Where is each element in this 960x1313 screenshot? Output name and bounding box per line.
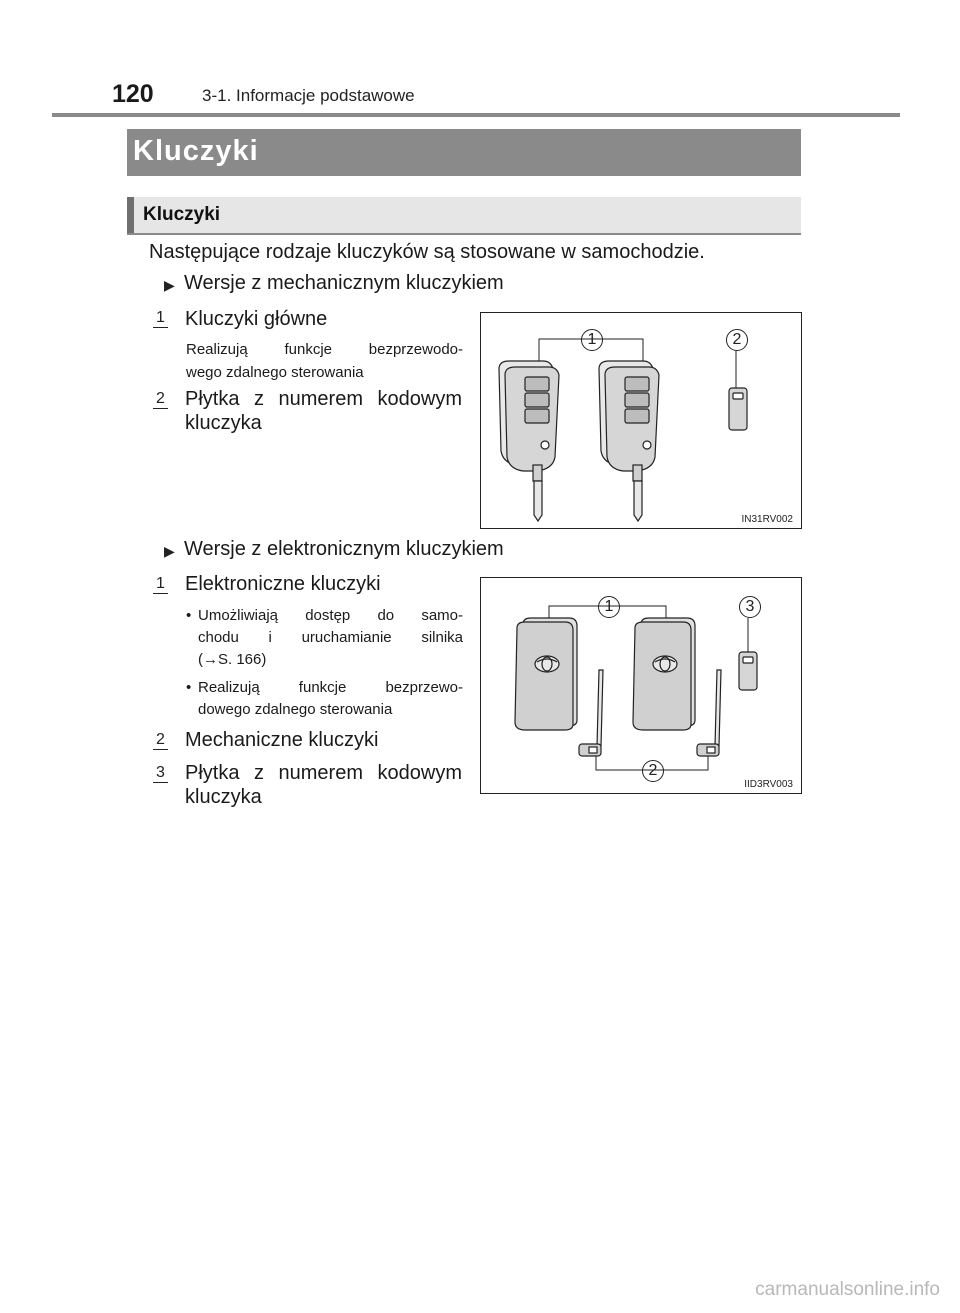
callout-1: 1 bbox=[581, 329, 603, 351]
main-keys-desc-line2: wego zdalnego sterowania bbox=[186, 364, 364, 381]
item-number-2: 2 bbox=[153, 390, 168, 409]
watermark: carmanualsonline.info bbox=[755, 1279, 940, 1300]
electronic-keys-label: Elektroniczne kluczyki bbox=[185, 573, 381, 595]
main-keys-desc-line1: Realizują funkcje bezprzewodo- bbox=[186, 341, 463, 358]
subtitle-bar bbox=[127, 197, 801, 235]
item-number-2: 2 bbox=[153, 731, 168, 750]
item-number-1: 1 bbox=[153, 309, 168, 328]
bullet-marker: • bbox=[186, 679, 192, 696]
item-number-3: 3 bbox=[153, 764, 168, 783]
code-plate-label-line2: kluczyka bbox=[185, 786, 262, 808]
callout-2: 2 bbox=[642, 760, 664, 782]
section-path: 3-1. Informacje podstawowe bbox=[202, 86, 415, 105]
figure-code: IID3RV003 bbox=[744, 779, 793, 790]
subtitle: Kluczyki bbox=[143, 204, 221, 225]
bullet-1-line2: chodu i uruchamianie silnika bbox=[198, 629, 463, 646]
code-plate-label-line2: kluczyka bbox=[185, 412, 262, 434]
bullet-2-line2: dowego zdalnego sterowania bbox=[198, 701, 393, 718]
electronic-heading: Wersje z elektronicznym kluczykiem bbox=[184, 538, 504, 560]
bullet-marker: • bbox=[186, 607, 192, 624]
mechanical-keys-illustration bbox=[481, 313, 801, 528]
subtitle-accent bbox=[127, 197, 134, 233]
code-plate-label-line1: Płytka z numerem kodowym bbox=[185, 388, 462, 410]
triangle-arrow-icon: ▶ bbox=[164, 543, 175, 559]
item-number-1: 1 bbox=[153, 575, 168, 594]
figure-code: IN31RV002 bbox=[741, 514, 793, 525]
bullet-1-line3: (→S. 166) bbox=[198, 651, 267, 668]
callout-2: 2 bbox=[726, 329, 748, 351]
figure-electronic-keys bbox=[480, 577, 802, 794]
page-number: 120 bbox=[112, 80, 154, 108]
page-title: Kluczyki bbox=[133, 135, 259, 167]
bullet-1-line1: Umożliwiają dostęp do samo- bbox=[198, 607, 463, 624]
mechanical-keys-label: Mechaniczne kluczyki bbox=[185, 729, 379, 751]
callout-1: 1 bbox=[598, 596, 620, 618]
title-bar bbox=[127, 129, 801, 176]
intro-text: Następujące rodzaje kluczyków są stosowane w samochodzie. bbox=[149, 241, 705, 263]
bullet-2-line1: Realizują funkcje bezprzewo- bbox=[198, 679, 463, 696]
triangle-arrow-icon: ▶ bbox=[164, 277, 175, 293]
header-rule bbox=[52, 113, 900, 117]
callout-3: 3 bbox=[739, 596, 761, 618]
code-plate-label-line1: Płytka z numerem kodowym bbox=[185, 762, 462, 784]
main-keys-label: Kluczyki główne bbox=[185, 308, 328, 330]
figure-mechanical-keys bbox=[480, 312, 802, 529]
mechanical-heading: Wersje z mechanicznym kluczykiem bbox=[184, 272, 504, 294]
